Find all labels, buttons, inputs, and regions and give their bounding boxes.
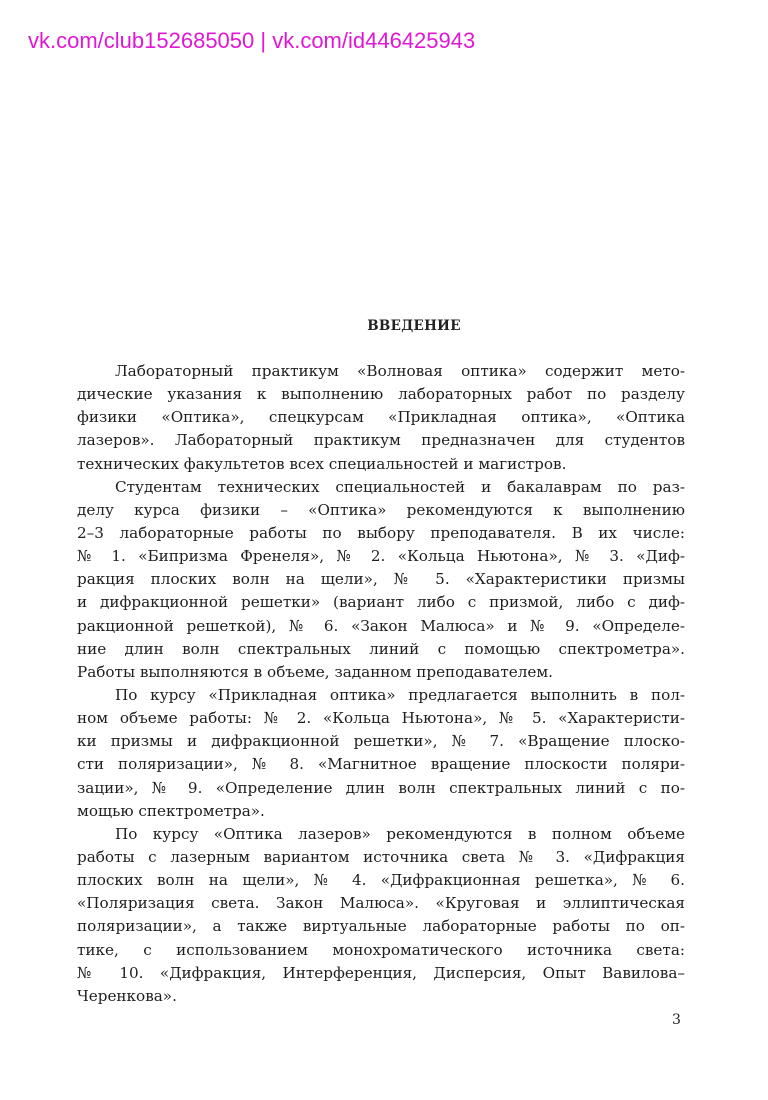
text-line: мощью спектрометра».: [77, 801, 265, 820]
page-title: ВВЕДЕНИЕ: [367, 318, 461, 334]
text-line: сти поляризации», № 8. «Магнитное вращение плоскости поляри-: [77, 755, 685, 774]
text-line: ракция плоских волн на щели», № 5. «Характеристики призмы: [77, 570, 685, 589]
text-line: лазеров». Лабораторный практикум предназначен для студентов: [77, 431, 685, 450]
text-line: делу курса физики – «Оптика» рекомендуются к выполнению: [77, 500, 685, 519]
text-line: и дифракционной решетки» (вариант либо с призмой, либо с диф-: [77, 593, 685, 612]
text-line: ном объеме работы: № 2. «Кольца Ньютона», № 5. «Характеристи-: [77, 709, 685, 728]
text-line: 2–3 лабораторные работы по выбору преподавателя. В их числе:: [77, 523, 685, 542]
text-line: работы с лазерным вариантом источника света № 3. «Дифракция: [77, 847, 685, 866]
body-text: [77, 360, 685, 1008]
text-line: «Поляризация света. Закон Малюса». «Круговая и эллиптическая: [77, 894, 685, 913]
text-line: Студентам технических специальностей и бакалаврам по раз-: [115, 477, 685, 496]
text-line: тике, с использованием монохроматического источника света:: [77, 940, 685, 959]
text-line: № 10. «Дифракция, Интерференция, Дисперсия, Опыт Вавилова–: [77, 963, 685, 982]
text-line: Черенкова».: [77, 986, 177, 1005]
text-line: ки призмы и дифракционной решетки», № 7. «Вращение плоско-: [77, 732, 685, 751]
text-line: ракционной решеткой), № 6. «Закон Малюса» и № 9. «Определе-: [77, 616, 685, 635]
text-line: зации», № 9. «Определение длин волн спектральных линий с по-: [77, 778, 685, 797]
text-line: Работы выполняются в объеме, заданном преподавателем.: [77, 662, 553, 681]
text-line: ние длин волн спектральных линий с помощью спектрометра».: [77, 639, 685, 658]
page-number: 3: [672, 1012, 681, 1028]
watermark-text: vk.com/club152685050 | vk.com/id446425943: [28, 28, 476, 53]
text-line: По курсу «Прикладная оптика» предлагается выполнить в пол-: [115, 685, 685, 704]
text-line: По курсу «Оптика лазеров» рекомендуются в полном объеме: [115, 824, 685, 843]
text-line: поляризации», а также виртуальные лабораторные работы по оп-: [77, 917, 685, 936]
text-line: Лабораторный практикум «Волновая оптика» содержит мето-: [115, 362, 685, 380]
text-line: дические указания к выполнению лабораторных работ по разделу: [77, 385, 685, 404]
text-line: физики «Оптика», спецкурсам «Прикладная оптика», «Оптика: [77, 408, 685, 427]
text-line: № 1. «Бипризма Френеля», № 2. «Кольца Ньютона», № 3. «Диф-: [77, 547, 685, 566]
text-line: плоских волн на щели», № 4. «Дифракционная решетка», № 6.: [77, 871, 685, 890]
text-line: технических факультетов всех специальностей и магистров.: [77, 454, 567, 473]
